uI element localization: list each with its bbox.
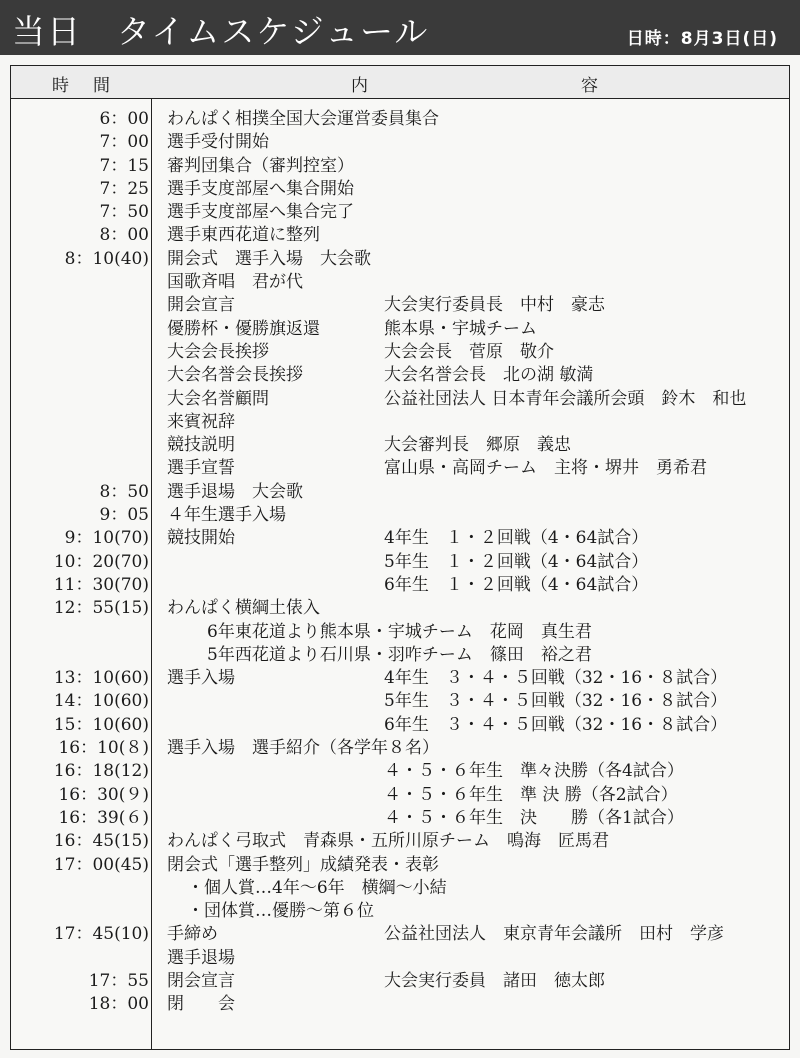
- row-time: 11：30(70): [53, 574, 149, 595]
- row-detail: 4年生 ３・４・５回戦（32・16・８試合）: [384, 668, 728, 689]
- row-time: 17：45(10): [53, 924, 149, 945]
- row-detail: 5年生 １・２回戦（4・64試合）: [384, 551, 649, 572]
- table-row: [11, 131, 789, 154]
- row-time: 7：00: [99, 132, 149, 153]
- row-content: ・団体賞…優勝〜第６位: [187, 901, 374, 922]
- table-row: [11, 388, 789, 411]
- row-detail: ４・５・６年生 決 勝（各1試合）: [384, 807, 684, 828]
- schedule-table: [10, 65, 790, 1050]
- table-row: [11, 644, 789, 667]
- row-content: 閉 会: [167, 994, 235, 1015]
- row-content: 大会名誉会長挨拶: [167, 365, 303, 386]
- header-bar: [0, 0, 800, 55]
- row-time: 9：05: [99, 505, 149, 526]
- row-content: 国歌斉唱 君が代: [167, 272, 303, 293]
- row-content: 選手退場: [167, 947, 235, 968]
- table-row: [11, 201, 789, 224]
- row-content: 選手支度部屋へ集合完了: [167, 202, 354, 223]
- header-content-1: 内: [351, 76, 368, 96]
- table-row: [11, 854, 789, 877]
- row-time: 12：55(15): [53, 598, 149, 619]
- row-content: 大会会長挨拶: [167, 341, 269, 362]
- header-content-2: 容: [581, 76, 598, 96]
- table-row: [11, 434, 789, 457]
- row-content: 選手支度部屋へ集合開始: [167, 178, 354, 199]
- row-time: 14：10(60): [53, 691, 149, 712]
- table-row: [11, 667, 789, 690]
- row-time: 7：15: [99, 155, 149, 176]
- row-detail: 公益社団法人 日本青年会議所会頭 鈴木 和也: [384, 388, 747, 409]
- row-content: 6年東花道より熊本県・宇城チーム 花岡 真生君: [207, 621, 592, 642]
- row-detail: 大会会長 菅原 敬介: [384, 341, 554, 362]
- row-time: 8：10(40): [64, 248, 149, 269]
- row-time: 16：30(９): [58, 784, 149, 805]
- table-row: [11, 481, 789, 504]
- table-row: [11, 574, 789, 597]
- row-content: 優勝杯・優勝旗返還: [167, 318, 320, 339]
- row-content: わんぱく弓取式 青森県・五所川原チーム 鳴海 匠馬君: [167, 831, 609, 852]
- row-content: 選手受付開始: [167, 132, 269, 153]
- row-detail: 6年生 １・２回戦（4・64試合）: [384, 574, 649, 595]
- row-content: 選手退場 大会歌: [167, 481, 303, 502]
- table-row: [11, 621, 789, 644]
- row-time: 16：45(15): [53, 831, 149, 852]
- table-row: [11, 877, 789, 900]
- row-content: わんぱく相撲全国大会運営委員集合: [167, 109, 439, 129]
- row-content: 閉会式「選手整列」成績発表・表彰: [167, 854, 439, 875]
- table-row: [11, 411, 789, 434]
- row-time: 16：10(８): [58, 738, 149, 759]
- row-detail: 5年生 ３・４・５回戦（32・16・８試合）: [384, 691, 728, 712]
- table-row: [11, 970, 789, 993]
- table-row: [11, 760, 789, 783]
- row-time: 7：25: [99, 178, 149, 199]
- table-row: [11, 807, 789, 830]
- table-row: [11, 248, 789, 271]
- row-time: 16：18(12): [53, 761, 149, 782]
- table-row: [11, 714, 789, 737]
- header-time: 時間: [52, 76, 134, 96]
- table-row: [11, 527, 789, 550]
- row-content: わんぱく横綱土俵入: [167, 598, 320, 619]
- page-title: 当日 タイムスケジュール: [12, 12, 430, 51]
- table-row: [11, 271, 789, 294]
- table-row: [11, 947, 789, 970]
- row-content: 選手宣誓: [167, 458, 235, 479]
- table-row: [11, 364, 789, 387]
- table-row: [11, 504, 789, 527]
- row-content: 競技開始: [167, 528, 235, 549]
- event-date: 日時：8月3日(日): [626, 29, 778, 49]
- table-row: [11, 155, 789, 178]
- row-content: ・個人賞…4年〜6年 横綱〜小結: [187, 877, 447, 898]
- table-row: [11, 108, 789, 131]
- table-row: [11, 690, 789, 713]
- table-row: [11, 993, 789, 1016]
- table-row: [11, 457, 789, 480]
- row-content: 開会式 選手入場 大会歌: [167, 248, 371, 269]
- row-detail: 公益社団法人 東京青年会議所 田村 学彦: [384, 924, 724, 945]
- row-time: 8：00: [99, 225, 149, 246]
- table-row: [11, 830, 789, 853]
- table-row: [11, 294, 789, 317]
- table-row: [11, 900, 789, 923]
- row-time: 15：10(60): [53, 714, 149, 735]
- row-time: 7：50: [99, 202, 149, 223]
- row-content: 選手入場: [167, 668, 235, 689]
- row-time: 8：50: [99, 481, 149, 502]
- row-time: 13：10(60): [53, 668, 149, 689]
- table-row: [11, 597, 789, 620]
- row-time: 6：00: [99, 109, 149, 129]
- row-content: 審判団集合（審判控室）: [167, 155, 354, 176]
- row-time: 18：00: [88, 994, 149, 1015]
- row-detail: 4年生 １・２回戦（4・64試合）: [384, 528, 649, 549]
- table-row: [11, 318, 789, 341]
- row-content: 選手東西花道に整列: [167, 225, 320, 246]
- row-time: 10：20(70): [53, 551, 149, 572]
- row-time: 17：00(45): [53, 854, 149, 875]
- table-row: [11, 784, 789, 807]
- row-detail: 6年生 ３・４・５回戦（32・16・８試合）: [384, 714, 728, 735]
- table-row: [11, 178, 789, 201]
- row-content: 閉会宣言: [167, 970, 235, 991]
- row-detail: 大会実行委員長 中村 豪志: [384, 295, 605, 316]
- row-content: ４年生選手入場: [167, 505, 286, 526]
- row-content: 大会名誉顧問: [167, 388, 269, 409]
- table-row: [11, 551, 789, 574]
- row-detail: ４・５・６年生 準 決 勝（各2試合）: [384, 784, 678, 805]
- row-content: 5年西花道より石川県・羽咋チーム 篠田 裕之君: [207, 644, 592, 665]
- row-detail: 熊本県・宇城チーム: [384, 318, 537, 339]
- table-row: [11, 224, 789, 247]
- row-detail: 大会審判長 郷原 義忠: [384, 435, 571, 456]
- table-row: [11, 737, 789, 760]
- row-content: 競技説明: [167, 435, 235, 456]
- row-detail: 富山県・高岡チーム 主将・堺井 勇希君: [384, 458, 707, 479]
- row-content: 選手入場 選手紹介（各学年８名）: [167, 738, 439, 759]
- row-detail: 大会名誉会長 北の湖 敏満: [384, 365, 594, 386]
- row-time: 17：55: [88, 970, 149, 991]
- row-detail: 大会実行委員 諸田 徳太郎: [384, 970, 605, 991]
- table-row: [11, 923, 789, 946]
- table-row: [11, 341, 789, 364]
- row-content: 開会宣言: [167, 295, 235, 316]
- table-header: [11, 66, 789, 99]
- row-detail: ４・５・６年生 準々決勝（各4試合）: [384, 761, 684, 782]
- schedule-rows: [11, 108, 789, 1017]
- row-time: 16：39(６): [58, 807, 149, 828]
- row-content: 手締め: [167, 924, 218, 945]
- row-time: 9：10(70): [64, 528, 149, 549]
- row-content: 来賓祝辞: [167, 411, 235, 432]
